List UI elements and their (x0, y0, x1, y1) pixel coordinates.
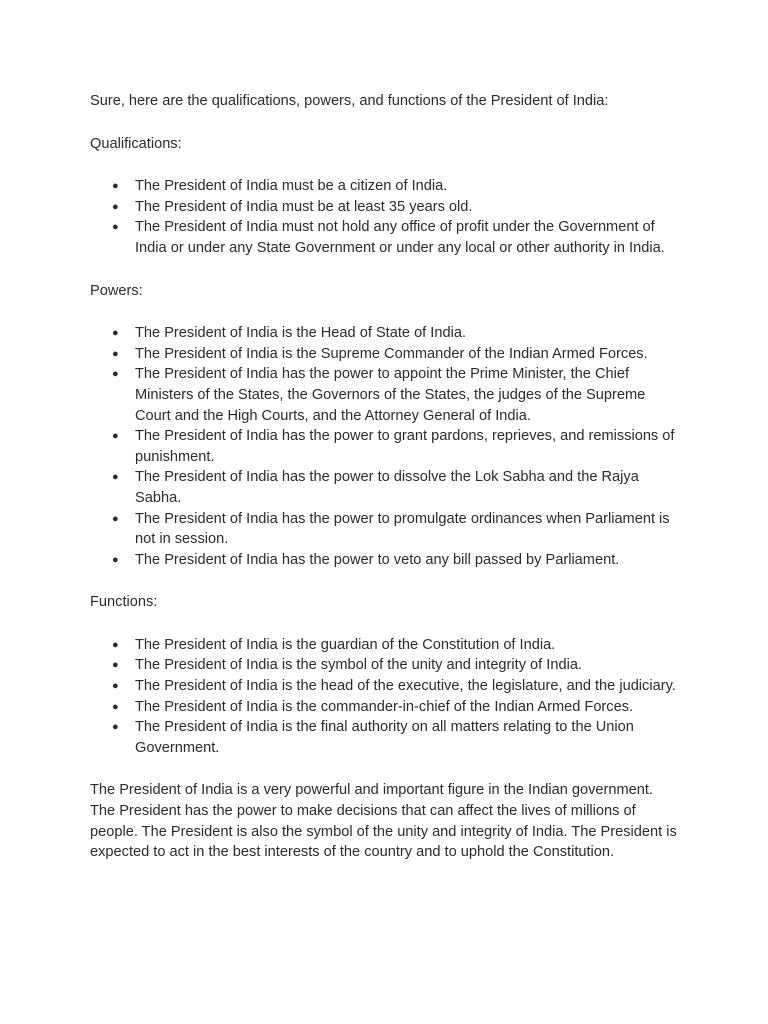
list-item: ● The President of India has the power to dissolve the Lok Sabha and the Rajya Sabha. (135, 467, 678, 508)
list-item: ● The President of India has the power to grant pardons, reprieves, and remissions of punishment. (135, 426, 678, 467)
functions-list (90, 635, 678, 759)
powers-list (90, 323, 678, 570)
list-item: ● The President of India has the power to veto any bill passed by Parliament. (135, 550, 678, 571)
list-item: ● The President of India is the guardian of the Constitution of India. (135, 635, 678, 656)
section-heading-powers: Powers: (90, 282, 143, 299)
list-item: ● The President of India is the symbol of the unity and integrity of India. (135, 655, 678, 676)
list-item: ● The President of India is the head of the executive, the legislature, and the judiciary. (135, 676, 678, 697)
section-heading-functions: Functions: (90, 594, 158, 611)
list-item: ● The President of India is the Head of State of India. (135, 323, 678, 344)
qualifications-list (90, 176, 678, 258)
list-item: ● The President of India must be a citizen of India. (135, 176, 678, 197)
closing-paragraph: The President of India is a very powerful and important figure in the Indian government. The President has the power to make decisions that can affect the lives of millions of people. The President is also the symbol of the unity and integrity of India. The President is expected to act in the best interests of the country and to uphold the Constitution. (90, 782, 677, 861)
list-item: ● The President of India has the power to appoint the Prime Minister, the Chief Ministers of the States, the Governors of the States, the judges of the Supreme Court and the High Courts, and the Attorney General of India. (135, 364, 678, 426)
intro-paragraph: Sure, here are the qualifications, powers, and functions of the President of India: (90, 93, 609, 109)
list-item: ● The President of India must not hold any office of profit under the Government of India or under any State Government or under any local or other authority in India. (135, 217, 678, 258)
list-item: ● The President of India is the final authority on all matters relating to the Union Government. (135, 717, 678, 758)
list-item: ● The President of India is the commander-in-chief of the Indian Armed Forces. (135, 697, 678, 718)
section-heading-qualifications: Qualifications: (90, 135, 182, 152)
list-item: ● The President of India has the power to promulgate ordinances when Parliament is not in session. (135, 509, 678, 550)
list-item: ● The President of India must be at least 35 years old. (135, 197, 678, 218)
list-item: ● The President of India is the Supreme Commander of the Indian Armed Forces. (135, 344, 678, 365)
